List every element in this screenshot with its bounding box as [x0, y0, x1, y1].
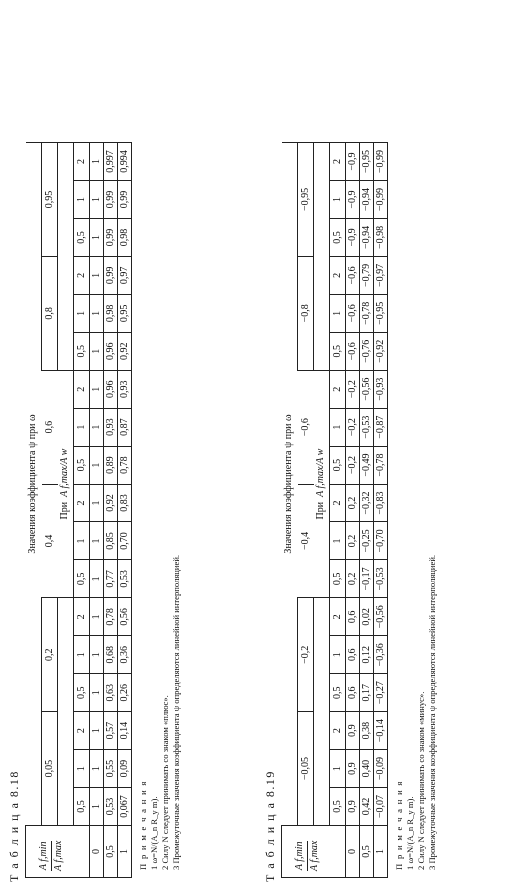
fraction-top: A f,min	[38, 841, 52, 871]
table-cell: −0,49	[360, 446, 374, 484]
table-cell: −0,83	[374, 484, 388, 522]
omega-value: 0,6	[42, 370, 58, 484]
table-cell: 0,55	[104, 750, 118, 788]
table-cell: −0,87	[374, 408, 388, 446]
table-cell: 0,2	[346, 484, 360, 522]
table-cell: 1	[90, 256, 104, 294]
table-cell: 0,9	[346, 788, 360, 826]
table-cell: −0,94	[360, 181, 374, 219]
table-cell: −0,92	[374, 332, 388, 370]
table-cell: −0,17	[360, 560, 374, 598]
table-caption: Т а б л и ц а 8.19	[263, 770, 277, 882]
ratio-value: 0,5	[330, 788, 346, 826]
ratio-label: A f,max/A w	[315, 448, 327, 497]
table-cell: 1	[90, 332, 104, 370]
ratio-value: 2	[330, 484, 346, 522]
note-1: 1 ω=N/(A_n R_y m).	[405, 796, 415, 870]
ratio-value: 2	[74, 598, 90, 636]
table-cell: −0,97	[374, 256, 388, 294]
table-cell: 0,63	[104, 674, 118, 712]
table-cell: −0,95	[374, 294, 388, 332]
ratio-fraction	[294, 841, 321, 871]
corner-cell	[26, 826, 90, 878]
note-3: 3 Промежуточные значения коэффициента ψ определяются линейной интерполяцией.	[427, 554, 437, 870]
table-cell: 0,95	[118, 294, 132, 332]
table-cell: 0,40	[360, 750, 374, 788]
table-8-19-block	[262, 12, 438, 882]
ratio-value: 0,5	[74, 446, 90, 484]
table-row	[118, 143, 132, 878]
corner-cell	[282, 826, 346, 878]
coefficient-table	[281, 142, 388, 878]
table-cell: −0,95	[360, 143, 374, 181]
omega-row	[42, 143, 58, 878]
table-cell: −0,14	[374, 712, 388, 750]
fraction-bottom: A f,max	[309, 840, 320, 871]
table-cell: −0,6	[346, 256, 360, 294]
table-cell: 0,77	[104, 560, 118, 598]
table-cell: −0,09	[374, 750, 388, 788]
table-cell: 0,02	[360, 598, 374, 636]
ratio-value: 2	[74, 712, 90, 750]
table-row	[374, 143, 388, 878]
table-cell: −0,78	[360, 294, 374, 332]
ratio-label: A f,max/A w	[59, 448, 71, 497]
table-cell: −0,2	[346, 370, 360, 408]
table-notes	[394, 12, 438, 870]
ratio-value: 2	[74, 256, 90, 294]
omega-value: 0,2	[42, 598, 58, 712]
pri-blank	[314, 598, 330, 826]
table-cell: 0,99	[104, 181, 118, 219]
ratio-value: 1	[74, 294, 90, 332]
row-label: 0	[346, 826, 360, 878]
ratio-value: 2	[330, 143, 346, 181]
omega-value: −0,05	[298, 712, 314, 826]
table-caption: Т а б л и ц а 8.18	[7, 770, 21, 882]
ratio-value: 2	[74, 370, 90, 408]
table-row	[90, 143, 104, 878]
table-cell: 1	[90, 446, 104, 484]
table-cell: −0,79	[360, 256, 374, 294]
ratio-value: 1	[330, 636, 346, 674]
table-cell: 0,38	[360, 712, 374, 750]
row-label: 1	[118, 826, 132, 878]
omega-value: 0,05	[42, 712, 58, 826]
table-cell: 0,78	[104, 598, 118, 636]
table-cell: −0,27	[374, 674, 388, 712]
omega-value: −0,2	[298, 598, 314, 712]
omega-value: −0,95	[298, 143, 314, 257]
table-cell: 0,70	[118, 522, 132, 560]
table-cell: 1	[90, 408, 104, 446]
omega-value: 0,4	[42, 484, 58, 598]
ratio-value: 1	[330, 750, 346, 788]
table-cell: 0,68	[104, 636, 118, 674]
table-cell: −0,9	[346, 143, 360, 181]
table-cell: 0,93	[118, 370, 132, 408]
ratio-value: 0,5	[330, 674, 346, 712]
psi-header: Значения коэффициента ψ при ω	[282, 143, 298, 826]
ratio-value: 0,5	[330, 332, 346, 370]
omega-value: −0,6	[298, 370, 314, 484]
table-cell: −0,56	[360, 370, 374, 408]
table-cell: 1	[90, 712, 104, 750]
table-cell: 0,92	[104, 484, 118, 522]
header-row	[282, 143, 298, 878]
table-cell: 0,9	[346, 712, 360, 750]
table-cell: −0,98	[374, 219, 388, 257]
pri-row	[314, 143, 330, 878]
note-2: 2 Силу N следует принимать со знаком «плюс».	[160, 695, 170, 870]
table-cell: 0,42	[360, 788, 374, 826]
table-cell: −0,2	[346, 446, 360, 484]
table-cell: 0,2	[346, 560, 360, 598]
table-cell: 0,6	[346, 636, 360, 674]
ratio-value: 1	[74, 522, 90, 560]
omega-value: 0,8	[42, 256, 58, 370]
table-cell: −0,9	[346, 181, 360, 219]
table-8-18-block	[6, 12, 182, 882]
table-cell: 1	[90, 522, 104, 560]
table-cell: 1	[90, 560, 104, 598]
ratio-value: 0,5	[74, 219, 90, 257]
table-cell: 0,97	[118, 256, 132, 294]
table-cell: 0,17	[360, 674, 374, 712]
table-cell: −0,53	[360, 408, 374, 446]
table-cell: 1	[90, 750, 104, 788]
table-cell: 0,9	[346, 750, 360, 788]
pri-blank	[58, 143, 74, 371]
table-notes	[138, 12, 182, 870]
table-cell: 0,09	[118, 750, 132, 788]
ratio-value: 2	[330, 370, 346, 408]
table-cell: 0,92	[118, 332, 132, 370]
table-cell: −0,53	[374, 560, 388, 598]
ratio-value: 2	[74, 484, 90, 522]
table-cell: 0,78	[118, 446, 132, 484]
ratio-value: 1	[330, 522, 346, 560]
table-cell: −0,99	[374, 181, 388, 219]
ratio-value: 1	[330, 408, 346, 446]
table-cell: −0,78	[374, 446, 388, 484]
table-cell: 0,85	[104, 522, 118, 560]
table-row	[360, 143, 374, 878]
table-cell: 0,067	[118, 788, 132, 826]
ratio-value: 2	[74, 143, 90, 181]
note-3: 3 Промежуточные значения коэффициента ψ определяются линейной интерполяцией.	[171, 554, 181, 870]
table-cell: 0,36	[118, 636, 132, 674]
ratio-value: 1	[74, 408, 90, 446]
ratio-row	[74, 143, 90, 878]
table-cell: 0,6	[346, 598, 360, 636]
table-row	[104, 143, 118, 878]
pri-row	[58, 143, 74, 878]
table-cell: 1	[90, 219, 104, 257]
table-cell: −0,25	[360, 522, 374, 560]
table-cell: 0,56	[118, 598, 132, 636]
table-cell: −0,93	[374, 370, 388, 408]
table-cell: −0,36	[374, 636, 388, 674]
table-cell: 1	[90, 143, 104, 181]
omega-value: 0,95	[42, 143, 58, 257]
pri-blank	[58, 598, 74, 826]
table-cell: 0,83	[118, 484, 132, 522]
ratio-value: 2	[330, 712, 346, 750]
coefficient-table	[25, 142, 132, 878]
row-label: 0,5	[104, 826, 118, 878]
note-2: 2 Силу N следует принимать со знаком «минус».	[416, 691, 426, 870]
table-cell: 0,53	[118, 560, 132, 598]
row-label: 1	[374, 826, 388, 878]
table-cell: −0,2	[346, 408, 360, 446]
table-cell: 0,98	[118, 219, 132, 257]
ratio-value: 0,5	[330, 446, 346, 484]
table-cell: 1	[90, 181, 104, 219]
pri-cell	[314, 370, 330, 598]
ratio-fraction	[38, 841, 65, 871]
table-cell: −0,07	[374, 788, 388, 826]
table-cell: 0,6	[346, 674, 360, 712]
header-row	[26, 143, 42, 878]
table-cell: 1	[90, 598, 104, 636]
ratio-value: 0,5	[330, 560, 346, 598]
table-cell: 0,997	[104, 143, 118, 181]
ratio-value: 0,5	[74, 674, 90, 712]
ratio-value: 1	[74, 636, 90, 674]
table-cell: 0,26	[118, 674, 132, 712]
omega-value: −0,8	[298, 256, 314, 370]
table-cell: 1	[90, 294, 104, 332]
ratio-value: 0,5	[74, 788, 90, 826]
table-cell: −0,6	[346, 294, 360, 332]
table-cell: 0,89	[104, 446, 118, 484]
table-cell: −0,99	[374, 143, 388, 181]
table-cell: 0,99	[118, 181, 132, 219]
omega-row	[298, 143, 314, 878]
pri-label: При	[59, 501, 71, 520]
table-cell: 1	[90, 636, 104, 674]
ratio-value: 1	[330, 181, 346, 219]
fraction-top: A f,min	[294, 841, 308, 871]
ratio-value: 1	[330, 294, 346, 332]
row-label: 0	[90, 826, 104, 878]
pri-blank	[314, 143, 330, 371]
notes-heading: П р и м е ч а н и я	[394, 780, 404, 870]
table-cell: 0,93	[104, 408, 118, 446]
table-row	[346, 143, 360, 878]
table-cell: −0,6	[346, 332, 360, 370]
table-cell: −0,70	[374, 522, 388, 560]
ratio-value: 2	[330, 256, 346, 294]
table-cell: 0,87	[118, 408, 132, 446]
table-cell: 1	[90, 674, 104, 712]
table-cell: 1	[90, 370, 104, 408]
table-cell: 0,2	[346, 522, 360, 560]
psi-header: Значения коэффициента ψ при ω	[26, 143, 42, 826]
omega-value: −0,4	[298, 484, 314, 598]
table-cell: 0,96	[104, 370, 118, 408]
fraction-bottom: A f,max	[53, 840, 64, 871]
table-cell: 0,57	[104, 712, 118, 750]
ratio-value: 0,5	[74, 332, 90, 370]
table-cell: 0,99	[104, 256, 118, 294]
pri-cell	[58, 370, 74, 598]
table-cell: −0,9	[346, 219, 360, 257]
table-cell: −0,76	[360, 332, 374, 370]
table-cell: 0,53	[104, 788, 118, 826]
table-cell: 0,98	[104, 294, 118, 332]
table-cell: 0,14	[118, 712, 132, 750]
ratio-value: 1	[74, 750, 90, 788]
note-1: 1 ω=N/(A_n R_y m).	[149, 796, 159, 870]
ratio-value: 2	[330, 598, 346, 636]
table-cell: 0,96	[104, 332, 118, 370]
ratio-value: 0,5	[74, 560, 90, 598]
table-cell: 1	[90, 788, 104, 826]
table-cell: −0,94	[360, 219, 374, 257]
ratio-value: 1	[74, 181, 90, 219]
table-cell: 0,12	[360, 636, 374, 674]
table-cell: 0,99	[104, 219, 118, 257]
pri-label: При	[315, 501, 327, 520]
ratio-row	[330, 143, 346, 878]
notes-heading: П р и м е ч а н и я	[138, 780, 148, 870]
table-cell: −0,56	[374, 598, 388, 636]
table-cell: 0,994	[118, 143, 132, 181]
ratio-value: 0,5	[330, 219, 346, 257]
table-cell: −0,32	[360, 484, 374, 522]
row-label: 0,5	[360, 826, 374, 878]
table-cell: 1	[90, 484, 104, 522]
